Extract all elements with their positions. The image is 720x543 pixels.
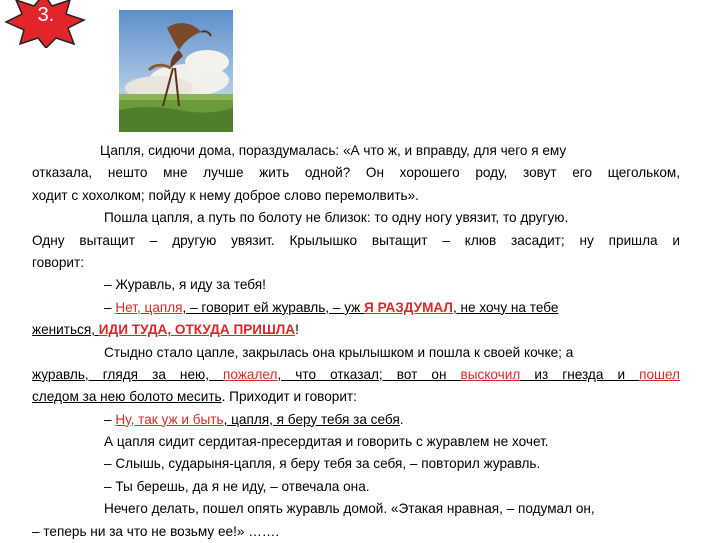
- text-segment: – Журавль, я иду за тебя!: [104, 277, 266, 293]
- text-segment: Цапля, сидючи дома, пораздумалась: «А что ж, и вправду, для чего я ему: [100, 143, 567, 158]
- text-segment: Пошла цапля, а путь по болоту не близок: то одну ногу увязит, то другую.: [104, 210, 569, 226]
- text-segment: следом за нею болото месить: [32, 389, 222, 405]
- text-segment: !: [295, 322, 299, 338]
- text-segment: говорит:: [32, 254, 85, 270]
- text-line: [32, 364, 680, 386]
- text-line: [32, 162, 680, 184]
- text-segment: – теперь ни за что не возьму ее!» …….: [32, 523, 280, 539]
- text-line: [32, 185, 680, 207]
- text-segment: журавль, глядя за нею,: [32, 366, 224, 382]
- text-line: [32, 252, 680, 274]
- text-line: [32, 297, 680, 319]
- text-line: [32, 453, 680, 475]
- text-line: [32, 342, 680, 364]
- text-segment: , что отказал; вот он: [277, 366, 461, 382]
- text-segment: ходит с хохолком; пойду к нему доброе слово перемолвить».: [32, 187, 419, 203]
- text-line: [32, 476, 680, 498]
- text-segment: , – говорит ей журавль, – уж: [182, 299, 365, 315]
- text-segment: Стыдно стало цапле, закрылась она крылышком и пошла к своей кочке; а: [104, 344, 574, 360]
- text-line: [32, 230, 680, 252]
- highlighted-phrase: Ну, так уж и быть: [115, 411, 224, 427]
- crane-illustration: [119, 10, 233, 132]
- highlighted-phrase: пошел: [639, 366, 680, 382]
- text-segment: Нечего делать, пошел опять журавль домой. «Этакая нравная, – подумал он,: [104, 501, 595, 517]
- text-line: [32, 319, 680, 341]
- text-segment: Одну вытащит – другую увязит. Крылышко вытащит – клюв засадит; ну пришла и: [32, 232, 680, 248]
- text-segment: –: [104, 411, 116, 427]
- text-segment: отказала, нешто мне лучше жить одной? Он хорошего роду, зовут его щегольком,: [32, 165, 680, 181]
- highlighted-phrase: Я РАЗДУМАЛ: [364, 299, 453, 315]
- text-line: [32, 386, 680, 408]
- text-segment: из гнезда и: [520, 366, 640, 382]
- highlighted-phrase: пожалел: [223, 366, 278, 382]
- highlighted-phrase: ИДИ ТУДА, ОТКУДА ПРИШЛА: [98, 322, 296, 338]
- text-segment: – Ты берешь, да я не иду, – отвечала она.: [104, 478, 370, 494]
- highlighted-phrase: выскочил: [460, 366, 521, 382]
- text-segment: –: [104, 299, 116, 315]
- text-line: [32, 274, 680, 296]
- text-line: [32, 140, 680, 162]
- crane-in-field-illustration-icon: [119, 10, 233, 132]
- text-segment: . Приходит и говорит:: [221, 389, 357, 405]
- text-segment: , цапля, я беру тебя за себя: [223, 411, 400, 427]
- text-line: [32, 498, 680, 520]
- text-segment: .: [399, 411, 404, 427]
- text-segment: А цапля сидит сердитая-пресердитая и говорить с журавлем не хочет.: [104, 434, 549, 450]
- story-text: [32, 140, 680, 543]
- text-line: [32, 207, 680, 229]
- slide-number: 3.: [37, 4, 55, 26]
- text-segment: , не хочу на тебе: [452, 299, 559, 315]
- text-segment: – Слышь, сударыня-цапля, я беру тебя за себя, – повторил журавль.: [104, 456, 541, 472]
- text-line: [32, 409, 680, 431]
- slide-number-badge: [0, 0, 90, 48]
- text-line: [32, 431, 680, 453]
- highlighted-phrase: Нет, цапля: [115, 299, 183, 315]
- text-segment: жениться,: [32, 322, 99, 338]
